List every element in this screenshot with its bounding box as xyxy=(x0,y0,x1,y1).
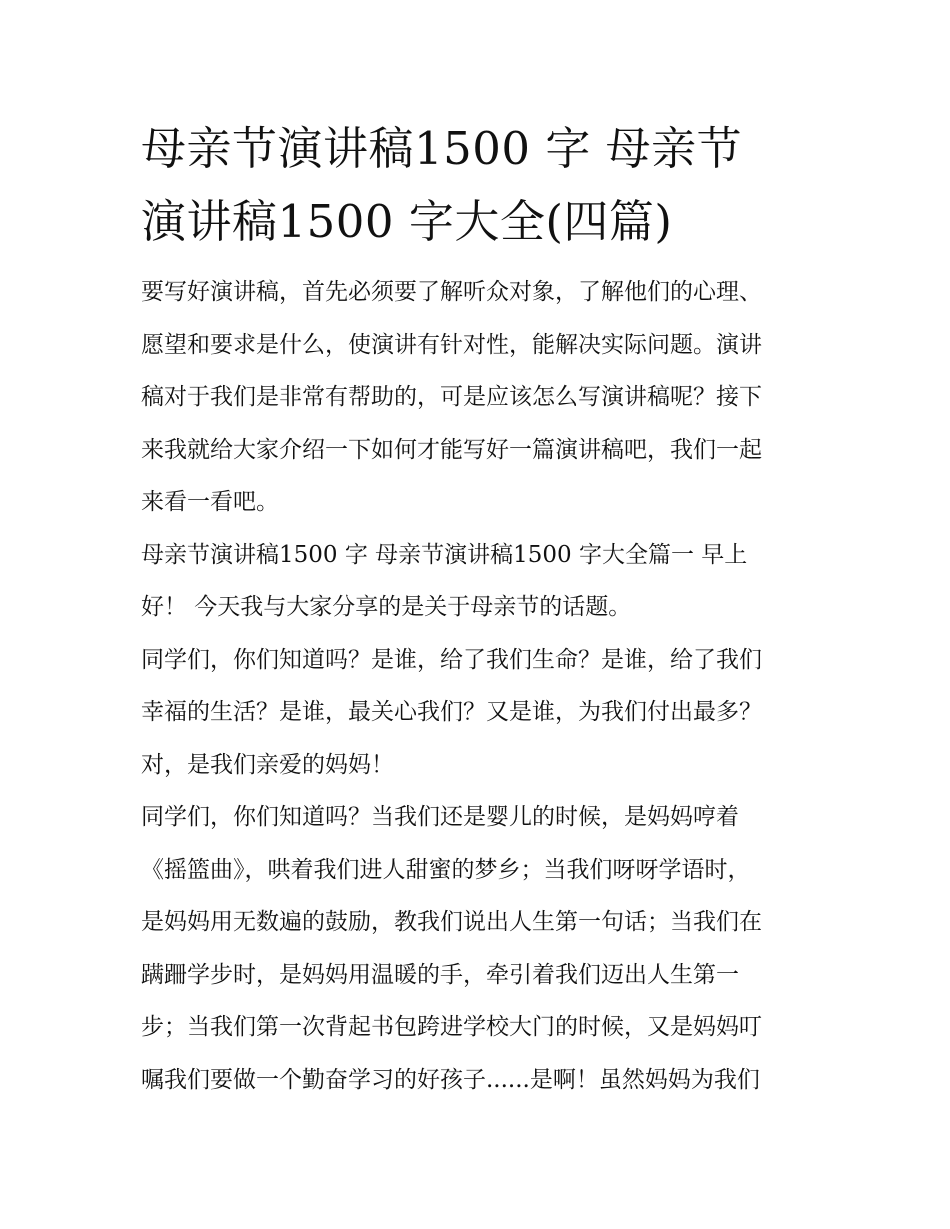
text-line: 《摇篮曲》，哄着我们进人甜蜜的梦乡；当我们呀呀学语时， xyxy=(141,856,751,883)
text-line: 步；当我们第一次背起书包跨进学校大门的时候，又是妈妈叮 xyxy=(141,1014,762,1040)
document-body xyxy=(141,266,813,1106)
text-line: 幸福的生活？是谁，最关心我们？又是谁，为我们付出最多？ xyxy=(141,699,762,725)
paragraph-intro xyxy=(141,266,813,529)
title-line: 演讲稿1500 字大全(四篇) xyxy=(141,195,673,248)
text-line: 好！ 今天我与大家分享的是关于母亲节的话题。 xyxy=(141,594,632,620)
paragraph-section-heading xyxy=(141,529,813,634)
text-line: 对，是我们亲爱的妈妈！ xyxy=(141,751,394,778)
text-line: 稿对于我们是非常有帮助的，可是应该怎么写演讲稿呢？接下 xyxy=(141,384,762,410)
text-line: 是妈妈用无数遍的鼓励，教我们说出人生第一句话；当我们在 xyxy=(141,909,762,935)
text-line: 来我就给大家介绍一下如何才能写好一篇演讲稿吧，我们一起 xyxy=(141,436,762,463)
paragraph-questions xyxy=(141,634,813,792)
title-line: 母亲节演讲稿1500 字 母亲节 xyxy=(141,122,743,175)
text-line: 要写好演讲稿，首先必须要了解听众对象，了解他们的心理、 xyxy=(141,279,762,305)
text-line: 同学们，你们知道吗？当我们还是婴儿的时候，是妈妈哼着 xyxy=(141,804,739,830)
document-title xyxy=(141,112,813,258)
text-line: 来看一看吧。 xyxy=(141,489,279,515)
document-page xyxy=(141,112,813,1106)
paragraph-memories xyxy=(141,791,813,1106)
text-line: 愿望和要求是什么，使演讲有针对性，能解决实际问题。演讲 xyxy=(141,331,762,358)
text-line: 同学们，你们知道吗？是谁，给了我们生命？是谁，给了我们 xyxy=(141,646,762,673)
text-line: 嘱我们要做一个勤奋学习的好孩子......是啊！虽然妈妈为我们 xyxy=(141,1066,760,1093)
text-line: 母亲节演讲稿1500 字 母亲节演讲稿1500 字大全篇一 早上 xyxy=(141,541,748,568)
text-line: 蹒跚学步时，是妈妈用温暖的手，牵引着我们迈出人生第一 xyxy=(141,961,739,988)
